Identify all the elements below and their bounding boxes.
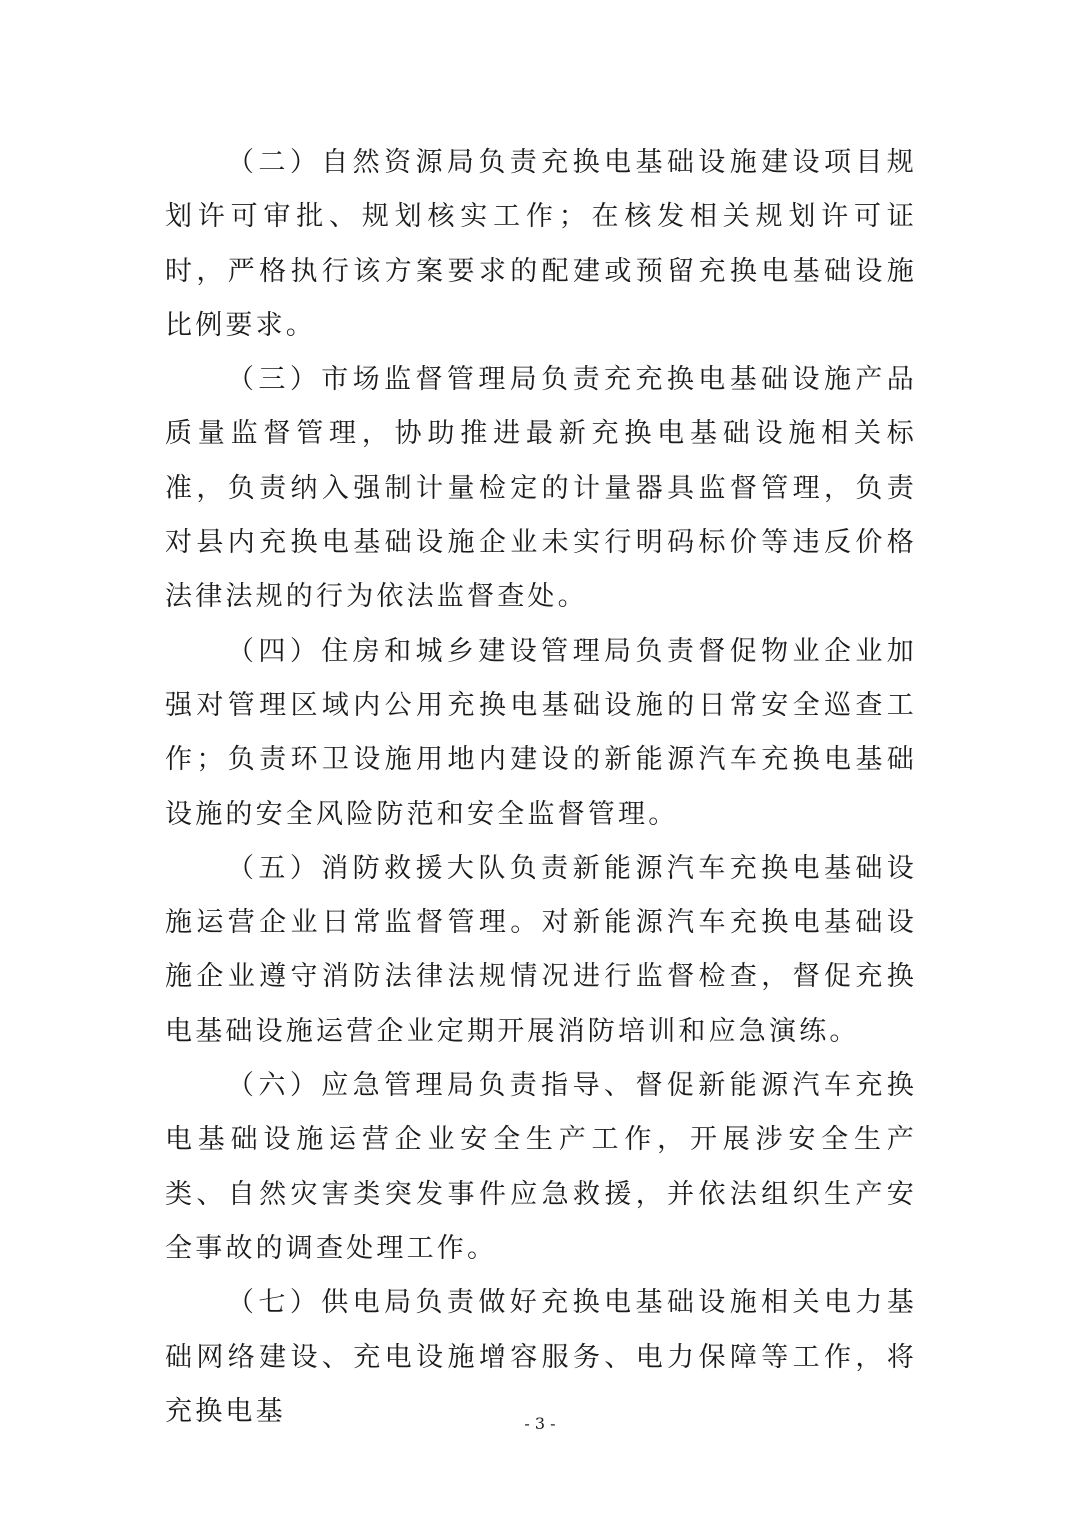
paragraph-emergency-management: （六）应急管理局负责指导、督促新能源汽车充换电基础设施运营企业安全生产工作，开展涉安全生产类、自然灾害类突发事件应急救援，并依法组织生产安全事故的调查处理工作。 xyxy=(165,1070,917,1264)
paragraph-market-supervision: （三）市场监督管理局负责充充换电基础设施产品质量监督管理，协助推进最新充换电基础设施相关标准，负责纳入强制计量检定的计量器具监督管理，负责对县内充换电基础设施企业未实行明码标价等违反价格法律法规的行为依法监督查处。 xyxy=(165,364,917,613)
paragraph-power-supply: （七）供电局负责做好充换电基础设施相关电力基础网络建设、充电设施增容服务、电力保障等工作，将充换电基 xyxy=(165,1287,917,1427)
page-number: - 3 - xyxy=(524,1414,556,1433)
paragraph-housing-construction: （四）住房和城乡建设管理局负责督促物业企业加强对管理区域内公用充换电基础设施的日常安全巡查工作；负责环卫设施用地内建设的新能源汽车充换电基础设施的安全风险防范和安全监督管理。 xyxy=(165,635,917,830)
paragraph-fire-rescue: （五）消防救援大队负责新能源汽车充换电基础设施运营企业日常监督管理。对新能源汽车充换电基础设施企业遵守消防法律法规情况进行监督检查，督促充换电基础设施运营企业定期开展消防培训和应急演练。 xyxy=(165,852,917,1047)
paragraph-natural-resources: （二）自然资源局负责充换电基础设施建设项目规划许可审批、规划核实工作；在核发相关规划许可证时，严格执行该方案要求的配建或预留充换电基础设施比例要求。 xyxy=(165,147,917,341)
document-body xyxy=(165,136,917,1439)
